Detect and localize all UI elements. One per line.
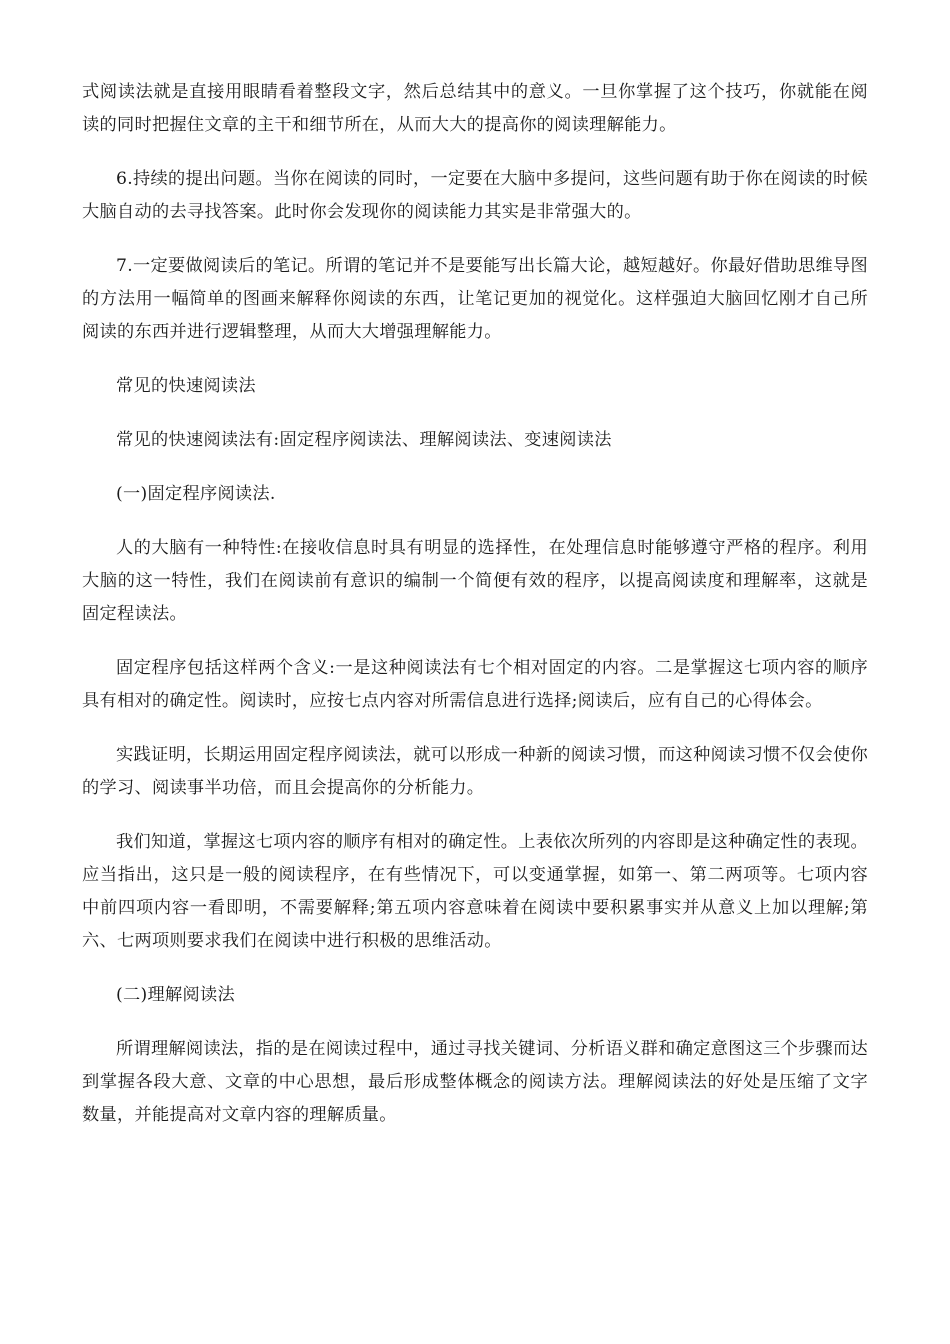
heading-fixed-procedure-reading: (一)固定程序阅读法. xyxy=(116,484,276,504)
paragraph-brain-characteristic: 人的大脑有一种特性:在接收信息时具有明显的选择性，在处理信息时能够遵守严格的程序。利用大脑的这一特性，我们在阅读前有意识的编制一个简便有效的程序，以提高阅读度和理解率，这就是固定程读法。 xyxy=(82,538,868,624)
paragraph-common-methods-list: 常见的快速阅读法有:固定程序阅读法、理解阅读法、变速阅读法 xyxy=(116,430,612,450)
paragraph-comprehension-definition: 所谓理解阅读法，指的是在阅读过程中，通过寻找关键词、分析语义群和确定意图这三个步骤而达到掌握各段大意、文章的中心思想，最后形成整体概念的阅读方法。理解阅读法的好处是压缩了文字数量，并能提高对文章内容的理解质量。 xyxy=(82,1039,868,1125)
paragraph-tip-7-take-notes: 7.一定要做阅读后的笔记。所谓的笔记并不是要能写出长篇大论，越短越好。你最好借助思维导图的方法用一幅简单的图画来解释你阅读的东西，让笔记更加的视觉化。这样强迫大脑回忆刚才自己所阅读的东西并进行逻辑整理，从而大大增强理解能力。 xyxy=(82,256,868,342)
paragraph-fixed-procedure-meaning: 固定程序包括这样两个含义:一是这种阅读法有七个相对固定的内容。二是掌握这七项内容的顺序具有相对的确定性。阅读时，应按七点内容对所需信息进行选择;阅读后，应有自己的心得体会。 xyxy=(82,658,868,711)
paragraph-seven-items-order: 我们知道，掌握这七项内容的顺序有相对的确定性。上表依次所列的内容即是这种确定性的表现。应当指出，这只是一般的阅读程序，在有些情况下，可以变通掌握，如第一、第二两项等。七项内容中前四项内容一看即明，不需要解释;第五项内容意味着在阅读中要积累事实并从意义上加以理解;第六、七两项则要求我们在阅读中进行积极的思维活动。 xyxy=(82,832,868,951)
heading-comprehension-reading: (二)理解阅读法 xyxy=(116,985,235,1005)
paragraph-tip-6-ask-questions: 6.持续的提出问题。当你在阅读的同时，一定要在大脑中多提问，这些问题有助于你在阅读的时候大脑自动的去寻找答案。此时你会发现你的阅读能力其实是非常强大的。 xyxy=(82,169,868,222)
heading-common-fast-reading: 常见的快速阅读法 xyxy=(116,376,256,396)
paragraph-continued-reading-method: 式阅读法就是直接用眼睛看着整段文字，然后总结其中的意义。一旦你掌握了这个技巧，你就能在阅读的同时把握住文章的主干和细节所在，从而大大的提高你的阅读理解能力。 xyxy=(82,82,868,135)
document-page xyxy=(82,76,868,1153)
paragraph-practice-proves: 实践证明，长期运用固定程序阅读法，就可以形成一种新的阅读习惯，而这种阅读习惯不仅会使你的学习、阅读事半功倍，而且会提高你的分析能力。 xyxy=(82,745,868,798)
